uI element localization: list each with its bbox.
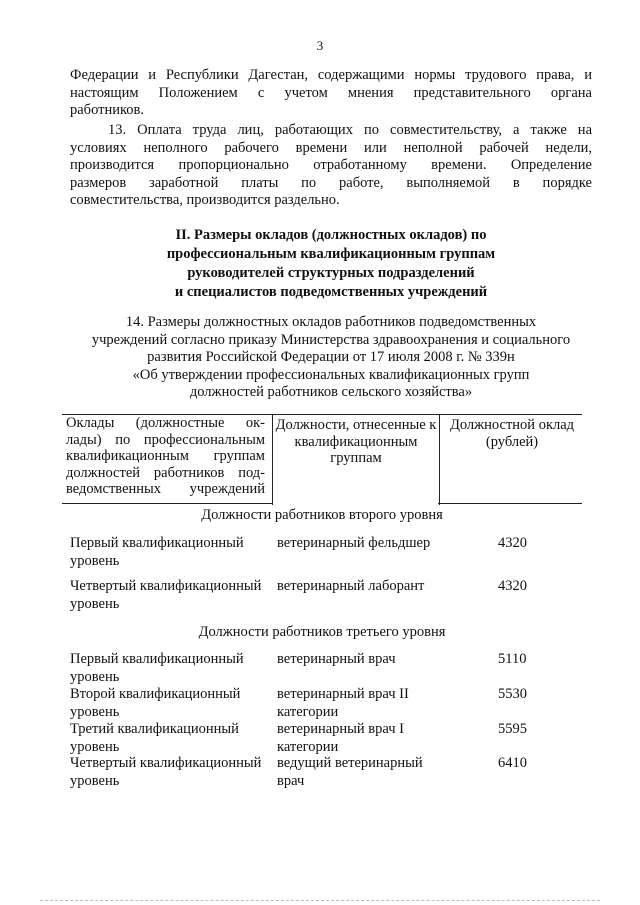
cell-salary: 4320 — [498, 535, 527, 551]
section-heading — [70, 226, 592, 302]
header-salary-groups: Оклады (должностные ок- лады) по профессиональным квалификационным группам должностей работников под- ведомственных учреждений — [66, 415, 265, 498]
text-line: работников. — [70, 102, 145, 119]
paragraph-14 — [70, 314, 592, 402]
cell-group: Третий квалификационный уровень — [70, 721, 239, 755]
text-line: условиях неполного рабочего времени или неполной рабочей недели, — [70, 139, 592, 156]
cell-group: Первый квалификационный уровень — [70, 651, 244, 685]
text-line: настоящим Положением с учетом мнения представительного органа — [70, 84, 592, 101]
header-divider — [62, 503, 272, 504]
cell-group: Первый квалификационный уровень — [70, 535, 244, 569]
heading-line: профессиональным квалификационным группам — [166, 246, 496, 262]
cell-group: Четвертый квалификационный уровень — [70, 578, 262, 612]
page-number: 3 — [316, 38, 324, 53]
header-positions: Должности, отнесенные к квалификационным группам — [272, 415, 440, 505]
text-line: должностей работников сельского хозяйства» — [189, 384, 473, 401]
text-line: совместительства, производится раздельно. — [70, 192, 340, 209]
cell-salary: 5530 — [498, 686, 527, 702]
paragraph-13 — [70, 122, 592, 210]
cell-position: ведущий ветеринарный врач — [277, 755, 423, 789]
heading-line: II. Размеры окладов (должностных окладов) по — [175, 227, 487, 243]
text-line: Федерации и Республики Дагестан, содержащими нормы трудового права, и — [70, 67, 592, 83]
cell-position: ветеринарный врач II категории — [277, 686, 409, 720]
cell-group: Второй квалификационный уровень — [70, 686, 241, 720]
level-title: Должности работников второго уровня — [201, 507, 443, 523]
paragraph-continuation — [70, 67, 592, 120]
cell-position: ветеринарный лаборант — [277, 578, 425, 594]
heading-line: и специалистов подведомственных учреждений — [174, 284, 488, 300]
text-line: производится пропорционально отработанному времени. Определение — [70, 157, 592, 174]
text-line: 14. Размеры должностных окладов работников подведомственных — [125, 314, 537, 330]
cell-salary: 5595 — [498, 721, 527, 737]
cell-position: ветеринарный врач I категории — [277, 721, 405, 755]
scan-edge-line — [40, 900, 600, 901]
heading-line: руководителей структурных подразделений — [187, 265, 475, 281]
header-salary: Должностной оклад (рублей) — [449, 417, 575, 450]
text-line: размеров заработной платы по работе, выполняемой в порядке — [70, 174, 592, 191]
text-line: учреждений согласно приказу Министерства здравоохранения и социального — [91, 331, 571, 348]
cell-position: ветеринарный фельдшер — [277, 535, 431, 551]
text-line: развития Российской Федерации от 17 июля 2008 г. № 339н — [147, 349, 515, 366]
cell-salary: 5110 — [498, 651, 527, 667]
level-title: Должности работников третьего уровня — [198, 624, 446, 640]
text-line: «Об утверждении профессиональных квалификационных групп — [132, 366, 530, 383]
cell-salary: 6410 — [498, 755, 527, 771]
header-divider — [438, 503, 582, 504]
cell-group: Четвертый квалификационный уровень — [70, 755, 262, 789]
cell-salary: 4320 — [498, 578, 527, 594]
cell-position: ветеринарный врач — [277, 651, 396, 667]
table-header — [62, 414, 582, 503]
text-line: 13. Оплата труда лиц, работающих по совместительству, а также на — [108, 122, 592, 138]
